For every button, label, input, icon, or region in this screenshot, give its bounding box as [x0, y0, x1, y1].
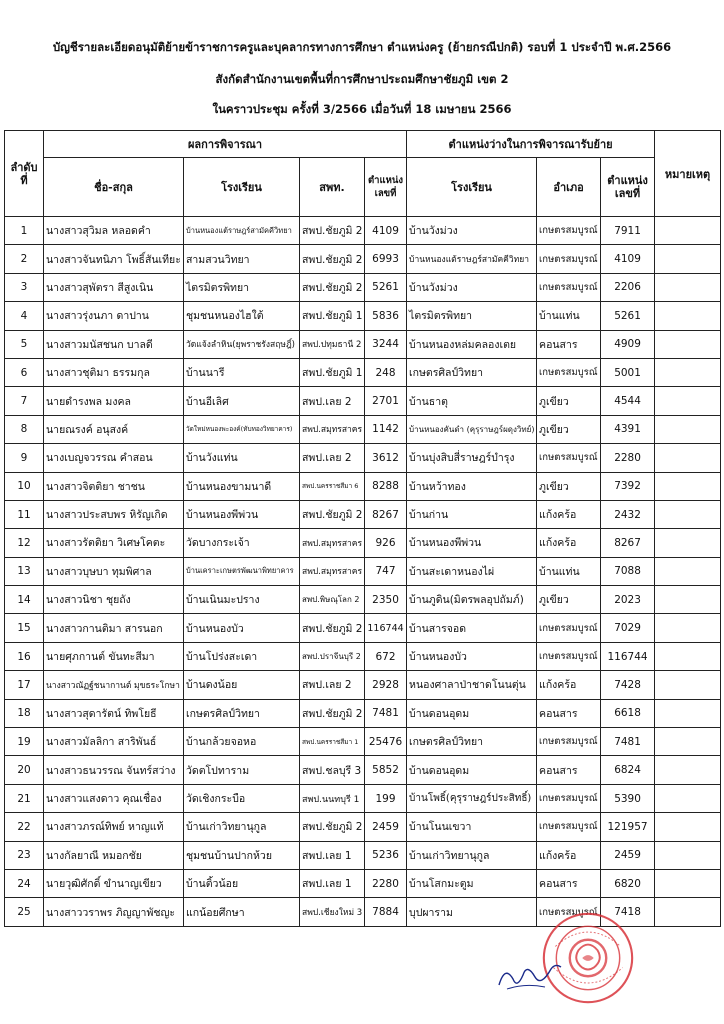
- cell-position-no: 3612: [365, 444, 407, 472]
- cell-vacancy-school: บ้านก่าน: [407, 500, 537, 528]
- cell-district: ภูเขียว: [537, 387, 601, 415]
- cell-position-no: 199: [365, 784, 407, 812]
- cell-vacancy-school: บ้านโพธิ์(คุรุราษฎร์ประสิทธิ์): [407, 784, 537, 812]
- cell-school: สามสวนวิทยา: [184, 245, 300, 273]
- cell-district: บ้านแท่น: [537, 557, 601, 585]
- cell-vacancy-position-no: 2432: [601, 500, 655, 528]
- cell-vacancy-school: หนองศาลาป่าชาดโนนตุ่น: [407, 671, 537, 699]
- cell-order: 2: [5, 245, 44, 273]
- cell-position-no: 5261: [365, 273, 407, 301]
- cell-note: [655, 529, 721, 557]
- table-row: [5, 784, 721, 812]
- cell-name: นายวุฒิศักดิ์ ขำนาญเขียว: [44, 869, 184, 897]
- result-group-header: ผลการพิจารณา: [44, 131, 407, 158]
- cell-order: 19: [5, 728, 44, 756]
- cell-district: เกษตรสมบูรณ์: [537, 813, 601, 841]
- cell-name: นางสาววราพร ภิญญาพัชญะ: [44, 898, 184, 926]
- cell-vacancy-school: บ้านธาตุ: [407, 387, 537, 415]
- cell-vacancy-position-no: 6618: [601, 699, 655, 727]
- cell-vacancy-school: บ้านโนนเขวา: [407, 813, 537, 841]
- table-row: [5, 387, 721, 415]
- name-header: ชื่อ-สกุล: [44, 158, 184, 217]
- cell-name: นางสาวจันทนิภา โพธิ์สันเทียะ: [44, 245, 184, 273]
- cell-order: 13: [5, 557, 44, 585]
- cell-vacancy-school: บ้านสารจอด: [407, 614, 537, 642]
- cell-note: [655, 330, 721, 358]
- cell-school: วัดใหม่หนองพะองค์(ทับทองวิทยาคาร): [184, 415, 300, 443]
- cell-position-no: 747: [365, 557, 407, 585]
- cell-name: นางสาวรุ่งนภา ดาปาน: [44, 302, 184, 330]
- cell-note: [655, 273, 721, 301]
- cell-vacancy-position-no: 2459: [601, 841, 655, 869]
- cell-district: คอนสาร: [537, 699, 601, 727]
- cell-position-no: 7884: [365, 898, 407, 926]
- cell-vacancy-position-no: 4909: [601, 330, 655, 358]
- cell-name: นายศุภกานต์ ขันทะสีมา: [44, 642, 184, 670]
- cell-school: บ้านโปร่งสะเดา: [184, 642, 300, 670]
- cell-note: [655, 557, 721, 585]
- cell-school: ไตรมิตรพิทยา: [184, 273, 300, 301]
- cell-position-no: 2280: [365, 869, 407, 897]
- cell-area: สพป.เลย 2: [300, 444, 365, 472]
- handwritten-signature: [495, 955, 565, 993]
- vacancy-position-header-line2: เลขที่: [614, 187, 641, 200]
- order-header: [5, 131, 44, 217]
- cell-area: สพป.ชัยภูมิ 2: [300, 217, 365, 245]
- note-header: หมายเหตุ: [655, 131, 721, 217]
- cell-vacancy-position-no: 5261: [601, 302, 655, 330]
- cell-position-no: 5236: [365, 841, 407, 869]
- cell-position-no: 4109: [365, 217, 407, 245]
- cell-note: [655, 245, 721, 273]
- cell-note: [655, 472, 721, 500]
- cell-district: เกษตรสมบูรณ์: [537, 728, 601, 756]
- area-header: สพท.: [300, 158, 365, 217]
- cell-note: [655, 387, 721, 415]
- cell-name: นางสาวนิชา ชุยถัง: [44, 586, 184, 614]
- cell-order: 25: [5, 898, 44, 926]
- cell-name: นางสาวกานติมา สารนอก: [44, 614, 184, 642]
- cell-district: คอนสาร: [537, 756, 601, 784]
- cell-district: เกษตรสมบูรณ์: [537, 642, 601, 670]
- cell-order: 6: [5, 358, 44, 386]
- table-row: [5, 302, 721, 330]
- cell-vacancy-school: บ้านดอนอุดม: [407, 699, 537, 727]
- cell-vacancy-position-no: 7392: [601, 472, 655, 500]
- document-title: บัญชีรายละเอียดอนุมัติย้ายข้าราชการครูและบุคลากรทางการศึกษา ตำแหน่งครู (ย้ายกรณีปกติ) รอบที่ 1 ประจำปี พ.ศ.2566: [52, 40, 672, 54]
- cell-vacancy-position-no: 5001: [601, 358, 655, 386]
- cell-vacancy-position-no: 2023: [601, 586, 655, 614]
- district-header: อำเภอ: [537, 158, 601, 217]
- cell-vacancy-school: บ้านโสกมะตูม: [407, 869, 537, 897]
- cell-school: บ้านหนองบัว: [184, 614, 300, 642]
- cell-name: นางสาวมนัสชนก บาลดี: [44, 330, 184, 358]
- table-row: [5, 358, 721, 386]
- cell-order: 18: [5, 699, 44, 727]
- cell-district: เกษตรสมบูรณ์: [537, 217, 601, 245]
- cell-vacancy-position-no: 2280: [601, 444, 655, 472]
- position-header-line1: ตำแหน่ง: [368, 175, 404, 186]
- cell-order: 16: [5, 642, 44, 670]
- table-row: [5, 586, 721, 614]
- table-row: [5, 841, 721, 869]
- cell-name: นางกัลยาณี หมอกชัย: [44, 841, 184, 869]
- cell-order: 22: [5, 813, 44, 841]
- cell-school: บ้านนารี: [184, 358, 300, 386]
- cell-vacancy-position-no: 7911: [601, 217, 655, 245]
- cell-school: วัดตโปทาราม: [184, 756, 300, 784]
- cell-district: ภูเขียว: [537, 586, 601, 614]
- cell-order: 8: [5, 415, 44, 443]
- cell-school: บ้านเนินมะปราง: [184, 586, 300, 614]
- cell-position-no: 25476: [365, 728, 407, 756]
- cell-district: ภูเขียว: [537, 472, 601, 500]
- cell-note: [655, 784, 721, 812]
- cell-school: บ้านหนองแต้ราษฎร์สามัคคีวิทยา: [184, 217, 300, 245]
- cell-order: 9: [5, 444, 44, 472]
- vacancy-position-header-line1: ตำแหน่ง: [607, 174, 648, 187]
- cell-order: 7: [5, 387, 44, 415]
- table-row: [5, 529, 721, 557]
- vacancy-position-header: [601, 158, 655, 217]
- position-header-line2: เลขที่: [374, 188, 397, 199]
- cell-name: นางสาวภรณ์ทิพย์ หาญแท้: [44, 813, 184, 841]
- order-header-line1: ลำดับ: [10, 160, 38, 174]
- cell-order: 11: [5, 500, 44, 528]
- cell-name: นายณรงค์ อนุสงค์: [44, 415, 184, 443]
- table-row: [5, 444, 721, 472]
- cell-area: สพป.ปทุมธานี 2: [300, 330, 365, 358]
- vacancy-group-header: ตำแหน่งว่างในการพิจารณารับย้าย: [407, 131, 655, 158]
- cell-area: สพป.พิษณุโลก 2: [300, 586, 365, 614]
- cell-note: [655, 728, 721, 756]
- cell-vacancy-school: บ้านหนองบัว: [407, 642, 537, 670]
- cell-area: สพป.เลย 1: [300, 869, 365, 897]
- cell-position-no: 2350: [365, 586, 407, 614]
- cell-district: เกษตรสมบูรณ์: [537, 358, 601, 386]
- cell-school: ชุมชนหนองไฮใต้: [184, 302, 300, 330]
- table-row: [5, 728, 721, 756]
- cell-name: นางสาวบุษบา ทุมพิศาล: [44, 557, 184, 585]
- cell-school: วัดแจ้งลำหิน(ยุพราชรังสฤษฎิ์): [184, 330, 300, 358]
- cell-vacancy-school: บ้านบุ่งสิบสี่ราษฎร์บำรุง: [407, 444, 537, 472]
- cell-position-no: 248: [365, 358, 407, 386]
- cell-name: นางสาวจิตติยา ชาชน: [44, 472, 184, 500]
- cell-position-no: 116744: [365, 614, 407, 642]
- cell-district: เกษตรสมบูรณ์: [537, 898, 601, 926]
- table-row: [5, 898, 721, 926]
- cell-position-no: 6993: [365, 245, 407, 273]
- table-body: [5, 217, 721, 927]
- cell-order: 14: [5, 586, 44, 614]
- table-row: [5, 245, 721, 273]
- cell-order: 12: [5, 529, 44, 557]
- cell-district: ภูเขียว: [537, 415, 601, 443]
- cell-district: คอนสาร: [537, 330, 601, 358]
- cell-position-no: 3244: [365, 330, 407, 358]
- cell-school: บ้านเก่าวิทยานุกูล: [184, 813, 300, 841]
- cell-order: 23: [5, 841, 44, 869]
- cell-vacancy-position-no: 7029: [601, 614, 655, 642]
- cell-area: สพป.นครราชสีมา 1: [300, 728, 365, 756]
- table-row: [5, 472, 721, 500]
- cell-district: แก้งคร้อ: [537, 529, 601, 557]
- cell-note: [655, 841, 721, 869]
- cell-vacancy-school: บ้านหว้าทอง: [407, 472, 537, 500]
- cell-school: บ้านดงน้อย: [184, 671, 300, 699]
- cell-position-no: 5852: [365, 756, 407, 784]
- cell-order: 21: [5, 784, 44, 812]
- table-row: [5, 557, 721, 585]
- cell-area: สพป.นนทบุรี 1: [300, 784, 365, 812]
- cell-vacancy-position-no: 7418: [601, 898, 655, 926]
- cell-area: สพป.ปราจีนบุรี 2: [300, 642, 365, 670]
- cell-vacancy-school: เกษตรศิลป์วิทยา: [407, 358, 537, 386]
- cell-vacancy-position-no: 6820: [601, 869, 655, 897]
- cell-area: สพป.สมุทรสาคร: [300, 415, 365, 443]
- cell-school: บ้านหนองขามนาดี: [184, 472, 300, 500]
- cell-position-no: 926: [365, 529, 407, 557]
- cell-school: บ้านติ้วน้อย: [184, 869, 300, 897]
- cell-vacancy-school: บ้านเก่าวิทยานุกูล: [407, 841, 537, 869]
- cell-note: [655, 642, 721, 670]
- cell-note: [655, 699, 721, 727]
- cell-school: วัดบางกระเจ้า: [184, 529, 300, 557]
- cell-vacancy-school: บ้านหนองหล่มคลองเตย: [407, 330, 537, 358]
- document-subtitle: สังกัดสำนักงานเขตพื้นที่การศึกษาประถมศึกษาชัยภูมิ เขต 2: [215, 72, 509, 86]
- cell-name: นางสาวสุวิมล หลอดคำ: [44, 217, 184, 245]
- cell-note: [655, 217, 721, 245]
- cell-area: สพป.ชัยภูมิ 2: [300, 500, 365, 528]
- table-row: [5, 273, 721, 301]
- cell-note: [655, 444, 721, 472]
- cell-note: [655, 500, 721, 528]
- table-row: [5, 500, 721, 528]
- cell-vacancy-school: บ้านหนองแต้ราษฎร์สามัคคีวิทยา: [407, 245, 537, 273]
- cell-name: นางสาวธนวรรณ จันทร์สว่าง: [44, 756, 184, 784]
- cell-vacancy-school: บ้านหนองคันดำ (คุรุราษฎร์ผดุงวิทย์): [407, 415, 537, 443]
- cell-school: เกษตรศิลป์วิทยา: [184, 699, 300, 727]
- table-row: [5, 330, 721, 358]
- cell-position-no: 1142: [365, 415, 407, 443]
- vacancy-school-header: โรงเรียน: [407, 158, 537, 217]
- cell-name: นางสาวประสบพร หิรัญเกิด: [44, 500, 184, 528]
- cell-note: [655, 415, 721, 443]
- cell-vacancy-school: ไตรมิตรพิทยา: [407, 302, 537, 330]
- cell-order: 4: [5, 302, 44, 330]
- cell-note: [655, 302, 721, 330]
- cell-position-no: 672: [365, 642, 407, 670]
- cell-note: [655, 869, 721, 897]
- cell-district: คอนสาร: [537, 869, 601, 897]
- cell-district: เกษตรสมบูรณ์: [537, 784, 601, 812]
- cell-vacancy-school: บ้านหนองพีพ่วน: [407, 529, 537, 557]
- cell-position-no: 5836: [365, 302, 407, 330]
- cell-name: นางสาวณัฏฐ์ชนากานต์ มุขธระโกษา: [44, 671, 184, 699]
- cell-vacancy-position-no: 4391: [601, 415, 655, 443]
- cell-note: [655, 614, 721, 642]
- cell-vacancy-school: บ้านสะเดาหนองไผ่: [407, 557, 537, 585]
- cell-area: สพป.เลย 2: [300, 387, 365, 415]
- table-row: [5, 699, 721, 727]
- cell-order: 1: [5, 217, 44, 245]
- table-row: [5, 869, 721, 897]
- cell-note: [655, 813, 721, 841]
- cell-district: แก้งคร้อ: [537, 671, 601, 699]
- cell-vacancy-position-no: 7428: [601, 671, 655, 699]
- cell-order: 10: [5, 472, 44, 500]
- cell-vacancy-position-no: 4544: [601, 387, 655, 415]
- cell-school: วัดเชิงกระบือ: [184, 784, 300, 812]
- meeting-info: ในคราวประชุม ครั้งที่ 3/2566 เมื่อวันที่ 18 เมษายน 2566: [212, 102, 512, 116]
- cell-position-no: 2928: [365, 671, 407, 699]
- cell-order: 24: [5, 869, 44, 897]
- cell-district: เกษตรสมบูรณ์: [537, 273, 601, 301]
- cell-district: แก้งคร้อ: [537, 500, 601, 528]
- transfer-table: [4, 130, 721, 927]
- cell-vacancy-position-no: 6824: [601, 756, 655, 784]
- cell-order: 5: [5, 330, 44, 358]
- cell-name: นางสาวรัตติยา วิเศษโคตะ: [44, 529, 184, 557]
- cell-school: บ้านกล้วยจอหอ: [184, 728, 300, 756]
- cell-district: เกษตรสมบูรณ์: [537, 444, 601, 472]
- cell-area: สพป.ชัยภูมิ 2: [300, 273, 365, 301]
- cell-vacancy-position-no: 5390: [601, 784, 655, 812]
- cell-name: นายดำรงพล มงคล: [44, 387, 184, 415]
- cell-school: แกน้อยศึกษา: [184, 898, 300, 926]
- table-row: [5, 642, 721, 670]
- cell-vacancy-position-no: 4109: [601, 245, 655, 273]
- cell-name: นางสาวชุติมา ธรรมกุล: [44, 358, 184, 386]
- cell-vacancy-school: บ้านภูดิน(มิตรพลอุปถัมภ์): [407, 586, 537, 614]
- cell-vacancy-position-no: 116744: [601, 642, 655, 670]
- cell-district: เกษตรสมบูรณ์: [537, 614, 601, 642]
- cell-school: บ้านอีเลิศ: [184, 387, 300, 415]
- cell-note: [655, 898, 721, 926]
- cell-vacancy-position-no: 2206: [601, 273, 655, 301]
- table-row: [5, 614, 721, 642]
- cell-area: สพป.นครราชสีมา 6: [300, 472, 365, 500]
- cell-area: สพป.ชัยภูมิ 1: [300, 302, 365, 330]
- table-row: [5, 217, 721, 245]
- cell-vacancy-school: บ้านดอนอุดม: [407, 756, 537, 784]
- cell-area: สพป.เชียงใหม่ 3: [300, 898, 365, 926]
- cell-position-no: 2459: [365, 813, 407, 841]
- cell-area: สพป.ชัยภูมิ 2: [300, 699, 365, 727]
- cell-name: นางสาวสุพัตรา สีสูงเนิน: [44, 273, 184, 301]
- cell-school: ชุมชนบ้านปากห้วย: [184, 841, 300, 869]
- cell-name: นางสาวแสงดาว คุณเชื่อง: [44, 784, 184, 812]
- cell-note: [655, 671, 721, 699]
- cell-area: สพป.สมุทรสาคร: [300, 529, 365, 557]
- cell-order: 3: [5, 273, 44, 301]
- table-row: [5, 671, 721, 699]
- position-header: [365, 158, 407, 217]
- cell-note: [655, 756, 721, 784]
- cell-note: [655, 586, 721, 614]
- cell-area: สพป.ชัยภูมิ 2: [300, 614, 365, 642]
- cell-school: บ้านหนองพีพ่วน: [184, 500, 300, 528]
- cell-vacancy-school: บ้านวังม่วง: [407, 217, 537, 245]
- cell-area: สพป.ชลบุรี 3: [300, 756, 365, 784]
- cell-position-no: 2701: [365, 387, 407, 415]
- cell-position-no: 8288: [365, 472, 407, 500]
- table-row: [5, 415, 721, 443]
- cell-school: บ้านเคราะเกษตรพัฒนาพิทยาคาร: [184, 557, 300, 585]
- cell-name: นางสาวสุดารัตน์ ทิพโยธี: [44, 699, 184, 727]
- cell-vacancy-position-no: 7088: [601, 557, 655, 585]
- cell-area: สพป.ชัยภูมิ 2: [300, 245, 365, 273]
- cell-vacancy-position-no: 8267: [601, 529, 655, 557]
- cell-order: 17: [5, 671, 44, 699]
- cell-name: นางสาวมัลลิกา สาริพันธ์: [44, 728, 184, 756]
- cell-area: สพป.เลย 1: [300, 841, 365, 869]
- school-header: โรงเรียน: [184, 158, 300, 217]
- cell-vacancy-position-no: 7481: [601, 728, 655, 756]
- cell-area: สพป.เลย 2: [300, 671, 365, 699]
- cell-position-no: 8267: [365, 500, 407, 528]
- cell-area: สพป.สมุทรสาคร: [300, 557, 365, 585]
- cell-vacancy-school: เกษตรศิลป์วิทยา: [407, 728, 537, 756]
- cell-note: [655, 358, 721, 386]
- order-header-line2: ที่: [20, 173, 28, 187]
- cell-name: นางเบญจวรรณ คำสอน: [44, 444, 184, 472]
- cell-area: สพป.ชัยภูมิ 1: [300, 358, 365, 386]
- cell-vacancy-school: บ้านวังม่วง: [407, 273, 537, 301]
- cell-position-no: 7481: [365, 699, 407, 727]
- table-row: [5, 813, 721, 841]
- cell-district: เกษตรสมบูรณ์: [537, 245, 601, 273]
- cell-vacancy-position-no: 121957: [601, 813, 655, 841]
- cell-order: 15: [5, 614, 44, 642]
- table-row: [5, 756, 721, 784]
- cell-vacancy-school: บุปผาราม: [407, 898, 537, 926]
- cell-order: 20: [5, 756, 44, 784]
- cell-district: แก้งคร้อ: [537, 841, 601, 869]
- cell-school: บ้านวังแท่น: [184, 444, 300, 472]
- cell-district: บ้านแท่น: [537, 302, 601, 330]
- cell-area: สพป.ชัยภูมิ 2: [300, 813, 365, 841]
